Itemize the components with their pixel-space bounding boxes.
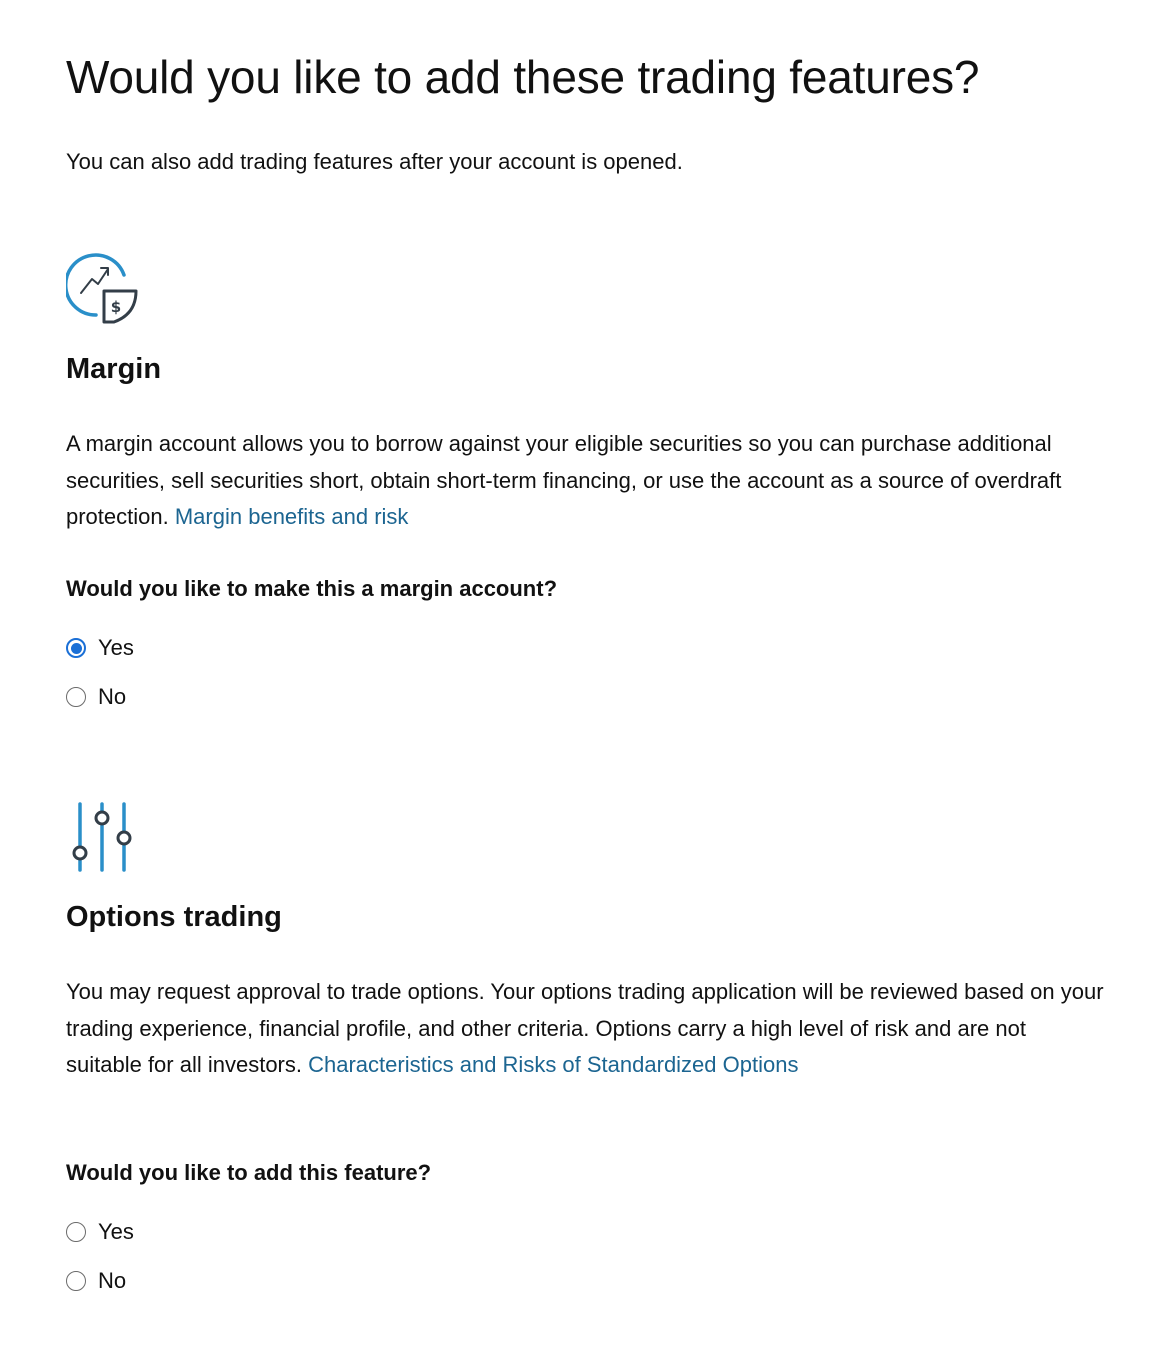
options-yes-radio[interactable]	[66, 1222, 86, 1242]
margin-yes-radio[interactable]	[66, 638, 86, 658]
margin-no-radio-option[interactable]	[66, 681, 126, 713]
margin-description	[66, 426, 1106, 536]
options-yes-radio-option[interactable]	[66, 1216, 134, 1248]
margin-benefits-link[interactable]: Margin benefits and risk	[174, 504, 409, 529]
standardized-options-link[interactable]: Characteristics and Risks of Standardized Options	[308, 1052, 799, 1077]
margin-title: Margin	[66, 353, 162, 385]
svg-text:$: $	[110, 298, 122, 316]
margin-chart-dollar-icon	[66, 253, 140, 327]
margin-question: Would you like to make this a margin account?	[66, 576, 558, 601]
options-trading-description-text: You may request approval to trade options. Your options trading application will be reviewed based on your trading experience, financial profile, and other criteria. Options carry a high level of risk and are not suitable for all investors.	[66, 979, 1104, 1077]
options-no-radio[interactable]	[66, 1271, 86, 1291]
sliders-icon	[66, 800, 136, 874]
page-subtitle: You can also add trading features after your account is opened.	[66, 149, 683, 174]
options-no-label: No	[98, 1268, 127, 1293]
margin-description-text: A margin account allows you to borrow against your eligible securities so you can purchase additional securities, sell securities short, obtain short-term financing, or use the account as a source of overdraft protection.	[66, 431, 1062, 529]
margin-yes-label: Yes	[98, 635, 134, 660]
options-trading-description	[66, 974, 1106, 1084]
margin-no-label: No	[98, 684, 127, 709]
options-trading-question: Would you like to add this feature?	[66, 1160, 432, 1185]
margin-yes-radio-option[interactable]	[66, 632, 134, 664]
page-title: Would you like to add these trading features?	[66, 51, 980, 103]
options-no-radio-option[interactable]	[66, 1265, 126, 1297]
margin-no-radio[interactable]	[66, 687, 86, 707]
options-yes-label: Yes	[98, 1219, 134, 1244]
options-trading-title: Options trading	[66, 901, 282, 933]
